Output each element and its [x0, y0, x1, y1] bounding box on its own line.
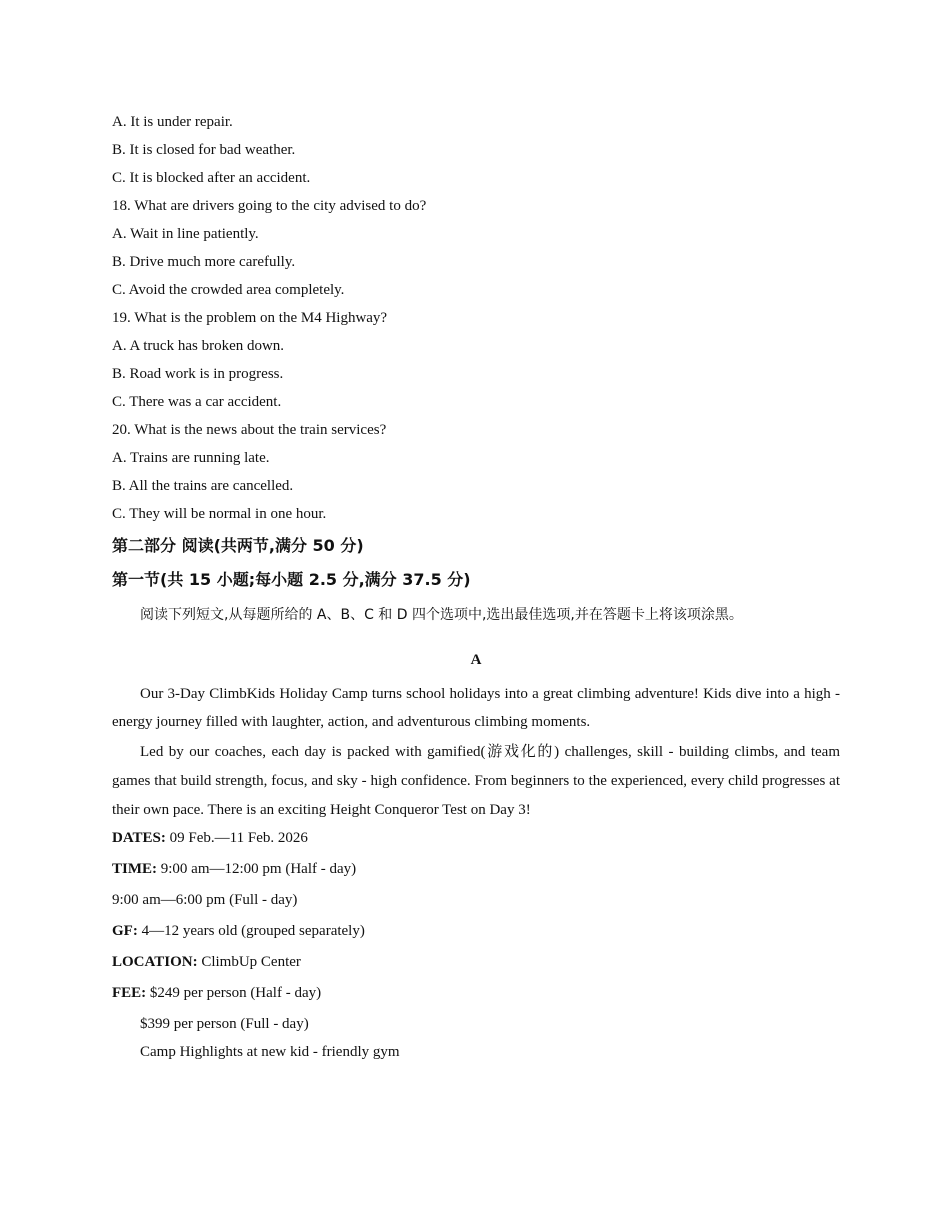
- exam-page: [112, 110, 840, 1067]
- dates-row: [112, 825, 840, 856]
- gf-value: 4—12 years old (grouped separately): [137, 923, 365, 939]
- option-b: B. Road work is in progress.: [112, 366, 284, 382]
- question-20: [112, 418, 840, 530]
- q17-options: [112, 110, 840, 194]
- gf-row: [112, 918, 840, 949]
- camp-highlights: Camp Highlights at new kid - friendly gym: [140, 1044, 400, 1060]
- time-row: [112, 856, 840, 887]
- option-a: A. A truck has broken down.: [112, 338, 285, 354]
- q17-option-b: B. It is closed for bad weather.: [112, 142, 296, 158]
- fee-label: FEE:: [112, 985, 147, 1001]
- question-18: [112, 194, 840, 306]
- part-heading: 第二部分 阅读(共两节,满分 50 分): [112, 536, 364, 555]
- passage-paragraph-2: Led by our coaches, each day is packed with gamified(游戏化的) challenges, skill - building climbs, and team games that build strength, focus, and sky - high confidence. From beginners to the experienced, every child progresses at their own pace. There is an exciting Height Conqueror Test on Day 3!: [112, 744, 840, 818]
- fee-row: [112, 980, 840, 1011]
- option-b: B. All the trains are cancelled.: [112, 478, 294, 494]
- option-a: A. Wait in line patiently.: [112, 226, 259, 242]
- time-value: 9:00 am—12:00 pm (Half - day): [157, 861, 357, 877]
- camp-info: [112, 825, 840, 1067]
- fee-value: $249 per person (Half - day): [146, 985, 322, 1001]
- q17-option-a: A. It is under repair.: [112, 114, 233, 130]
- time-label: TIME:: [112, 861, 157, 877]
- option-c: C. There was a car accident.: [112, 394, 282, 410]
- dates-label: DATES:: [112, 830, 166, 846]
- option-a: A. Trains are running late.: [112, 450, 270, 466]
- location-row: [112, 949, 840, 980]
- fee-row-2: $399 per person (Full - day): [140, 1016, 309, 1032]
- question-text: 19. What is the problem on the M4 Highway?: [112, 310, 388, 326]
- passage-paragraph-1: Our 3-Day ClimbKids Holiday Camp turns school holidays into a great climbing adventure! Kids dive into a high - energy journey filled with laughter, action, and adventurous climbing moments.: [112, 686, 840, 730]
- gf-label: GF:: [112, 923, 138, 939]
- option-c: C. They will be normal in one hour.: [112, 506, 327, 522]
- section-heading: 第一节(共 15 小题;每小题 2.5 分,满分 37.5 分): [112, 570, 471, 589]
- question-19: [112, 306, 840, 418]
- location-value: ClimbUp Center: [197, 954, 301, 970]
- location-label: LOCATION:: [112, 954, 198, 970]
- dates-value: 09 Feb.—11 Feb. 2026: [165, 830, 308, 846]
- option-c: C. Avoid the crowded area completely.: [112, 282, 345, 298]
- question-text: 18. What are drivers going to the city advised to do?: [112, 198, 427, 214]
- option-b: B. Drive much more carefully.: [112, 254, 296, 270]
- instructions: 阅读下列短文,从每题所给的 A、B、C 和 D 四个选项中,选出最佳选项,并在答题卡上将该项涂黑。: [140, 607, 743, 623]
- passage-title: A: [470, 652, 482, 668]
- question-text: 20. What is the news about the train services?: [112, 422, 387, 438]
- q17-option-c: C. It is blocked after an accident.: [112, 170, 311, 186]
- time-row-2: 9:00 am—6:00 pm (Full - day): [112, 892, 298, 908]
